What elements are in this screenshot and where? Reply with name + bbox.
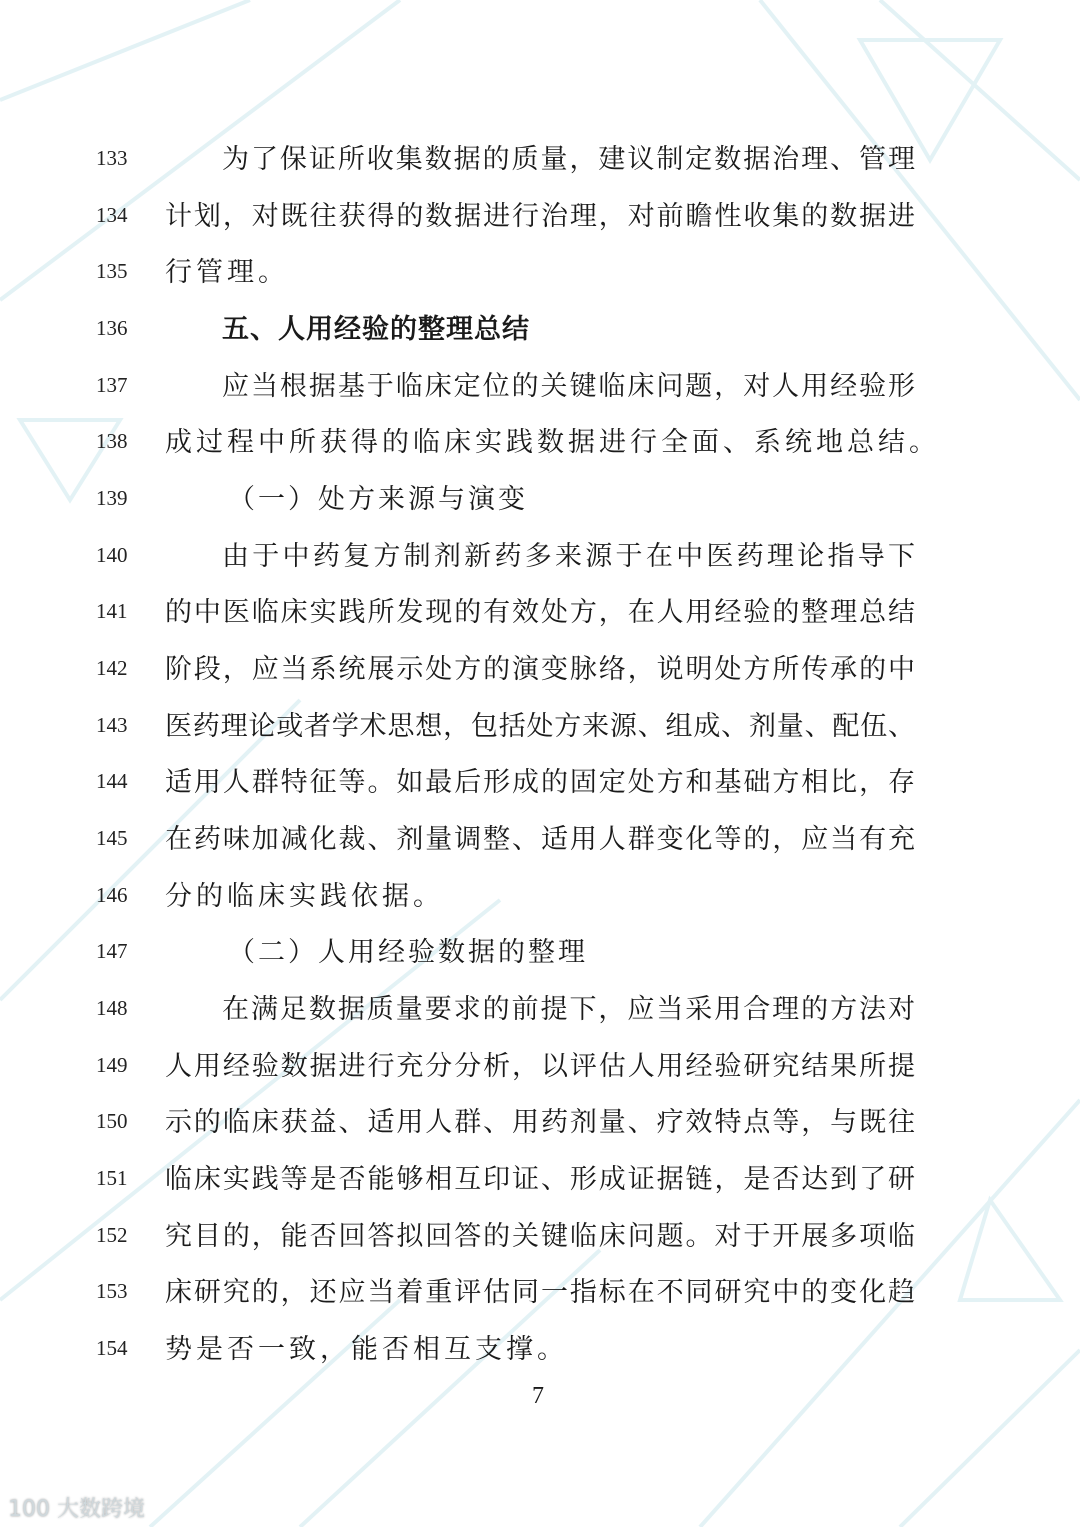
document-line bbox=[0, 1160, 1080, 1200]
line-number: 139 bbox=[96, 486, 128, 510]
line-text: 的中医临床实践所发现的有效处方，在人用经验的整理总结 bbox=[165, 597, 915, 628]
document-line bbox=[0, 423, 1080, 463]
line-text: 应当根据基于临床定位的关键临床问题，对人用经验形 bbox=[222, 371, 915, 402]
line-number: 134 bbox=[96, 203, 128, 227]
document-line bbox=[0, 650, 1080, 690]
document-line bbox=[0, 933, 1080, 973]
line-number: 143 bbox=[96, 713, 128, 737]
line-number: 137 bbox=[96, 373, 128, 397]
line-text: 医药理论或者学术思想，包括处方来源、组成、剂量、配伍、 bbox=[165, 711, 915, 742]
line-number: 144 bbox=[96, 769, 128, 793]
line-number: 146 bbox=[96, 883, 128, 907]
document-line bbox=[0, 990, 1080, 1030]
document-line bbox=[0, 367, 1080, 407]
document-line bbox=[0, 1273, 1080, 1313]
subsection-heading: （一）处方来源与演变 bbox=[228, 484, 528, 515]
line-text: 阶段，应当系统展示处方的演变脉络，说明处方所传承的中 bbox=[165, 654, 915, 685]
document-line bbox=[0, 820, 1080, 860]
brand-name: 大数跨境 bbox=[57, 1497, 146, 1522]
line-number: 149 bbox=[96, 1053, 128, 1077]
document-line bbox=[0, 763, 1080, 803]
line-number: 133 bbox=[96, 146, 128, 170]
line-number: 150 bbox=[96, 1109, 128, 1133]
line-number: 138 bbox=[96, 429, 128, 453]
section-heading: 五、人用经验的整理总结 bbox=[222, 314, 530, 345]
line-text: 分的临床实践依据。 bbox=[165, 881, 444, 912]
document-line bbox=[0, 877, 1080, 917]
subsection-heading: （二）人用经验数据的整理 bbox=[228, 937, 588, 968]
document-line bbox=[0, 140, 1080, 180]
brand-watermark bbox=[8, 1492, 145, 1523]
line-text: 适用人群特征等。如最后形成的固定处方和基础方相比，存 bbox=[165, 767, 915, 798]
line-number: 153 bbox=[96, 1279, 128, 1303]
document-line bbox=[0, 593, 1080, 633]
document-line bbox=[0, 707, 1080, 747]
line-text: 在药味加减化裁、剂量调整、适用人群变化等的，应当有充 bbox=[165, 824, 915, 855]
line-text: 成过程中所获得的临床实践数据进行全面、系统地总结。 bbox=[165, 427, 940, 458]
line-text: 在满足数据质量要求的前提下，应当采用合理的方法对 bbox=[222, 994, 915, 1025]
brand-logo-icon: 100 bbox=[8, 1497, 50, 1522]
document-line bbox=[0, 1103, 1080, 1143]
document-line bbox=[0, 197, 1080, 237]
line-number: 141 bbox=[96, 599, 128, 623]
line-number: 140 bbox=[96, 543, 128, 567]
line-text: 床研究的，还应当着重评估同一指标在不同研究中的变化趋 bbox=[165, 1277, 915, 1308]
line-number: 135 bbox=[96, 259, 128, 283]
line-number: 145 bbox=[96, 826, 128, 850]
line-number: 142 bbox=[96, 656, 128, 680]
line-text: 行管理。 bbox=[165, 257, 289, 288]
line-text: 示的临床获益、适用人群、用药剂量、疗效特点等，与既往 bbox=[165, 1107, 915, 1138]
line-text: 计划，对既往获得的数据进行治理，对前瞻性收集的数据进 bbox=[165, 201, 915, 232]
line-text: 势是否一致，能否相互支撑。 bbox=[165, 1334, 568, 1365]
line-number: 147 bbox=[96, 939, 128, 963]
document-line bbox=[0, 253, 1080, 293]
line-text: 人用经验数据进行充分分析，以评估人用经验研究结果所提 bbox=[165, 1051, 915, 1082]
line-text: 由于中药复方制剂新药多来源于在中医药理论指导下 bbox=[222, 541, 915, 572]
line-text: 为了保证所收集数据的质量，建议制定数据治理、管理 bbox=[222, 144, 915, 175]
line-number: 152 bbox=[96, 1223, 128, 1247]
line-number: 151 bbox=[96, 1166, 128, 1190]
page-number: 7 bbox=[532, 1383, 544, 1409]
line-number: 154 bbox=[96, 1336, 128, 1360]
line-text: 临床实践等是否能够相互印证、形成证据链，是否达到了研 bbox=[165, 1164, 915, 1195]
document-line bbox=[0, 480, 1080, 520]
document-line bbox=[0, 310, 1080, 350]
document-line bbox=[0, 1330, 1080, 1370]
document-line bbox=[0, 1217, 1080, 1257]
document-line bbox=[0, 1047, 1080, 1087]
line-number: 148 bbox=[96, 996, 128, 1020]
line-text: 究目的，能否回答拟回答的关键临床问题。对于开展多项临 bbox=[165, 1221, 915, 1252]
line-number: 136 bbox=[96, 316, 128, 340]
document-line bbox=[0, 537, 1080, 577]
